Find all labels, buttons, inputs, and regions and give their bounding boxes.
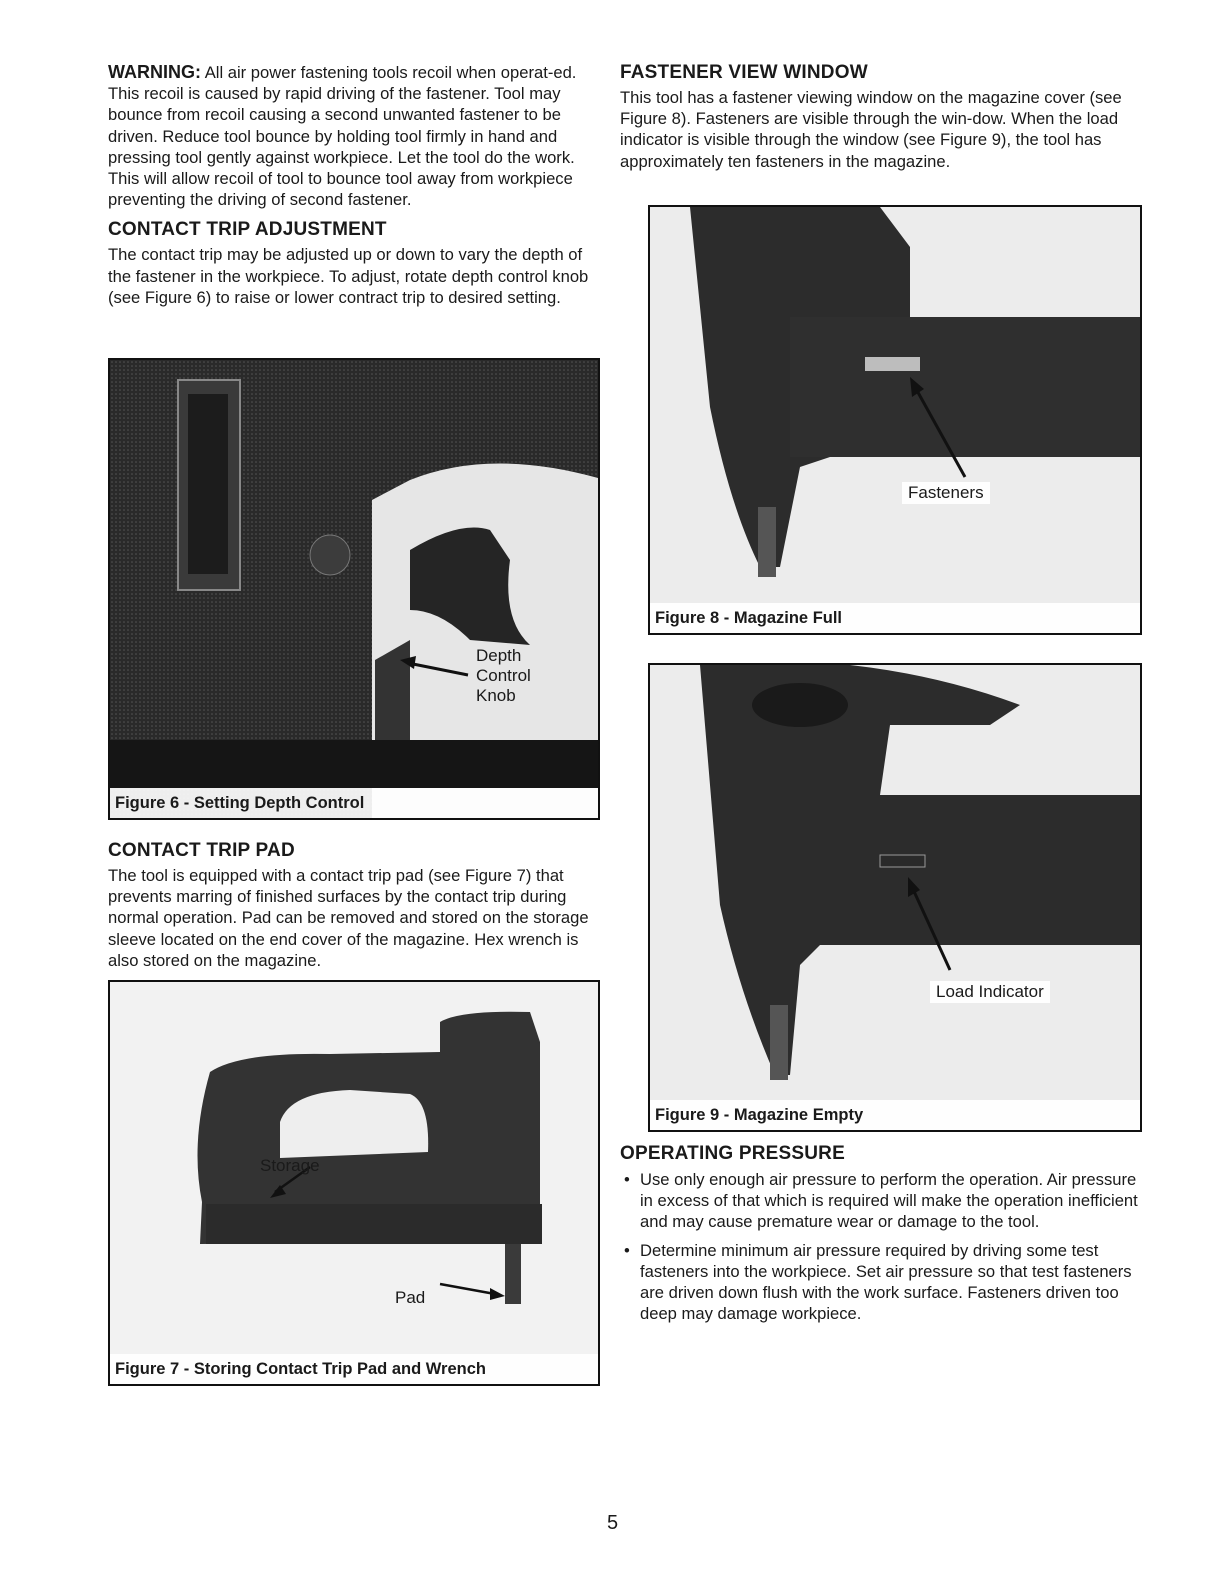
fastener-view-window-heading: FASTENER VIEW WINDOW (620, 62, 868, 83)
warning-text: All air power fastening tools recoil when operat-ed. This recoil is caused by rapid driving of the fastener. Tool may bounce from recoil causing a second unwanted fastener to be driven. Reduce tool bounce by holding tool firmly in hand and pressing tool gently against workpiece. Let the tool do the work. This will allow recoil of tool to bounce tool away from workpiece preventing the driving of second fastener. (108, 63, 577, 210)
bullet-icon: • (624, 1170, 630, 1189)
load-indicator-callout: Load Indicator (930, 981, 1050, 1003)
list-item (620, 1169, 1140, 1233)
figure-8-caption: Figure 8 - Magazine Full (650, 603, 1140, 633)
page-number: 5 (606, 1512, 619, 1534)
depth-control-photo (110, 360, 598, 818)
callout-line-3: Knob (476, 686, 516, 705)
figure-9 (648, 663, 1142, 1132)
depth-control-knob-callout (476, 646, 531, 706)
figure-7 (108, 980, 600, 1386)
callout-line-2: Control (476, 666, 531, 685)
callout-line-1: Depth (476, 646, 522, 665)
bullet-icon: • (624, 1240, 630, 1260)
bullet-text: Determine minimum air pressure required by driving some test fasteners into the workpiece. Set air pressure so that test fasteners are driven down flush with the work surface. Fasteners driven too deep may damage workpiece. (640, 1240, 1132, 1324)
warning-label: WARNING: (108, 62, 201, 82)
figure-9-caption: Figure 9 - Magazine Empty (650, 1100, 1140, 1130)
list-item (620, 1240, 1140, 1325)
figure-6-caption: Figure 6 - Setting Depth Control (110, 788, 598, 818)
fasteners-callout: Fasteners (902, 482, 990, 504)
fastener-view-window-text: This tool has a fastener viewing window on the magazine cover (see Figure 8). Fasteners are visible through the win-dow. When the load indicator is visible through the window (see Figure 9), the tool has approximately ten fasteners in the magazine. (620, 88, 1122, 171)
contact-trip-adjustment-text: The contact trip may be adjusted up or down to vary the depth of the fastener in the workpiece. To adjust, rotate depth control knob (see Figure 6) to raise or lower contract trip to desired setting. (108, 245, 589, 307)
contact-trip-pad-text: The tool is equipped with a contact trip pad (see Figure 7) that prevents marring of finished surfaces by the contact trip during normal operation. Pad can be removed and stored on the storage sleeve located on the end cover of the magazine. Hex wrench is also stored on the magazine. (108, 866, 589, 970)
bullet-text: Use only enough air pressure to perform the operation. Air pressure in excess of that which is required will make the operation inefficient and may cause premature wear or damage to the tool. (640, 1170, 1138, 1232)
figure-6 (108, 358, 600, 820)
storage-callout: Storage (260, 1156, 320, 1175)
pad-callout: Pad (395, 1288, 426, 1307)
figure-7-caption: Figure 7 - Storing Contact Trip Pad and Wrench (110, 1354, 598, 1384)
storing-pad-photo (110, 982, 598, 1384)
operating-pressure-heading: OPERATING PRESSURE (620, 1143, 845, 1164)
operating-pressure-list (620, 1169, 1140, 1324)
operating-pressure-section (620, 1143, 1140, 1331)
right-column (620, 62, 1140, 172)
left-column (108, 62, 600, 308)
contact-trip-adjustment-heading: CONTACT TRIP ADJUSTMENT (108, 219, 387, 241)
magazine-full-photo (650, 207, 1140, 633)
contact-trip-pad-heading: CONTACT TRIP PAD (108, 840, 295, 861)
contact-trip-pad-section (108, 840, 600, 971)
warning-paragraph (108, 62, 600, 210)
figure-8 (648, 205, 1142, 635)
magazine-empty-photo (650, 665, 1140, 1130)
